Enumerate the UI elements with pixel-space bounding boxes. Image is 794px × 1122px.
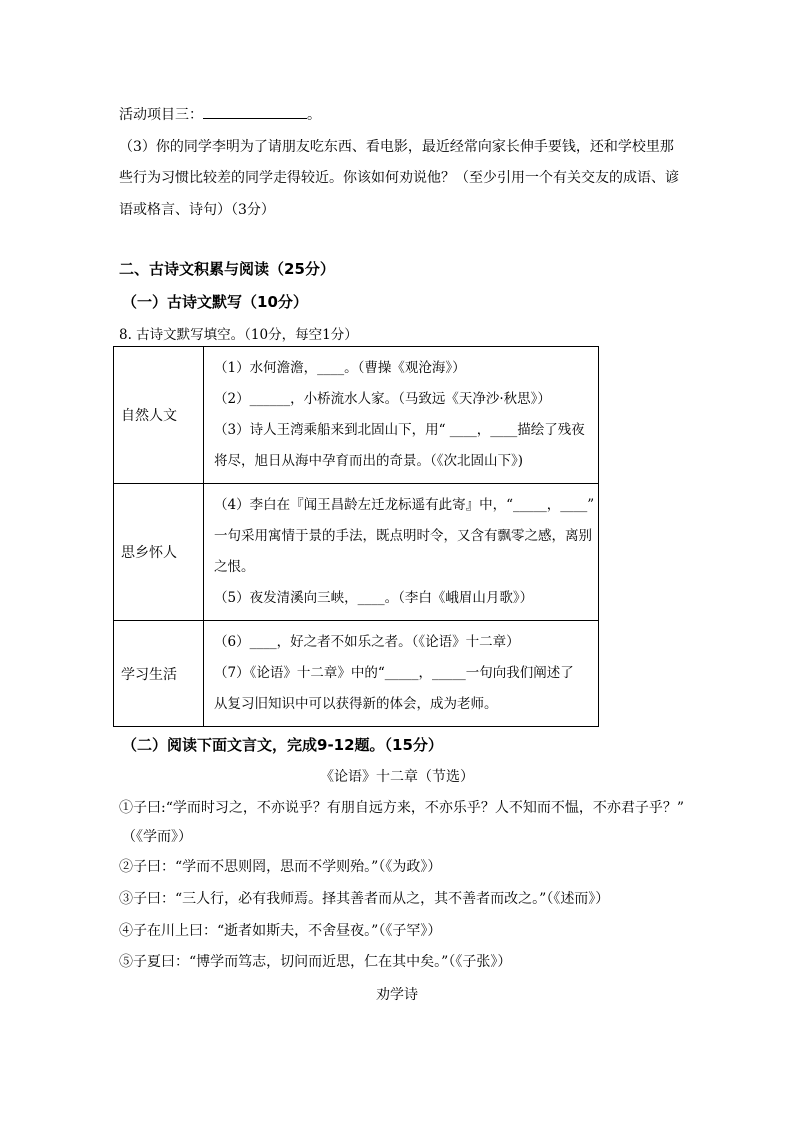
- table-row: [114, 484, 599, 621]
- activity-item-three: [119, 104, 321, 124]
- fill-line: 之恨。: [214, 559, 255, 575]
- recitation-table: [113, 346, 599, 727]
- category-cell: 自然人文: [114, 347, 204, 484]
- question-3-line-3: 语或格言、诗句）（3分）: [119, 202, 275, 218]
- passage-item: ④子在川上曰：“逝者如斯夫，不舍昼夜。”（《子罕》）: [119, 923, 442, 939]
- fill-line[interactable]: （4）李白在『闻王昌龄左迁龙标遥有此寄』中，“_____，____”: [214, 497, 595, 513]
- fill-line: 一句采用寓情于景的手法，既点明时令，又含有飘零之感，离别: [214, 528, 592, 544]
- fill-line[interactable]: （1）水何澹澹，____。（曹操《观沧海》）: [214, 360, 466, 376]
- passage-item: ③子曰：“三人行，必有我师焉。择其善者而从之，其不善者而改之。”（《述而》）: [119, 891, 610, 907]
- fill-line[interactable]: （2）______，小桥流水人家。（马致远《天净沙·秋思》）: [214, 391, 551, 407]
- passage-item: ②子曰：“学而不思则罔，思而不学则殆。”（《为政》）: [119, 859, 442, 875]
- activity-prefix: 活动项目三：: [119, 107, 203, 123]
- content-cell: [204, 621, 599, 727]
- table-row: [114, 621, 599, 727]
- fill-line[interactable]: （5）夜发清溪向三峡，____。（李白《峨眉山月歌》）: [214, 590, 534, 606]
- question-3-line-1: （3）你的同学李明为了请朋友吃东西、看电影，最近经常向家长伸手要钱，还和学校里那: [119, 139, 674, 155]
- fill-line[interactable]: （7）《论语》十二章》中的“_____，_____一句向我们阐述了: [214, 665, 574, 681]
- passage-item: ⑤子夏曰：“博学而笃志，切问而近思，仁在其中矣。”（《子张》）: [119, 954, 512, 970]
- fill-line[interactable]: （6）____，好之者不如乐之者。（《论语》十二章）: [214, 634, 520, 650]
- question-8: 8. 古诗文默写填空。（10分，每空1分）: [119, 327, 358, 343]
- subsection-2-title: （二）阅读下面文言文，完成9-12题。（15分）: [122, 736, 443, 754]
- poem-title: 劝学诗: [376, 987, 418, 1003]
- fill-line: 将尽，旭日从海中孕育而出的奇景。（《次北固山下》): [214, 453, 524, 469]
- category-cell: 学习生活: [114, 621, 204, 727]
- content-cell: [204, 484, 599, 621]
- subsection-1-title: （一）古诗文默写（10分）: [122, 293, 308, 311]
- passage-item: ①子曰:“学而时习之，不亦说乎？有朋自远方来，不亦乐乎？人不知而不愠，不亦君子乎？”: [119, 800, 685, 816]
- section-2-title: 二、古诗文积累与阅读（25分）: [119, 260, 335, 278]
- content-cell: [204, 347, 599, 484]
- answer-blank[interactable]: [203, 104, 307, 119]
- passage-item: （《学而》）: [122, 829, 192, 845]
- question-3-line-2: 些行为习惯比较差的同学走得较近。你该如何劝说他？（至少引用一个有关交友的成语、谚: [119, 170, 679, 186]
- table-row: [114, 347, 599, 484]
- passage-title: 《论语》十二章（节选）: [320, 769, 474, 785]
- fill-line[interactable]: （3）诗人王湾乘船来到北固山下，用“ ____，____描绘了残夜: [214, 422, 585, 438]
- category-cell: 思乡怀人: [114, 484, 204, 621]
- activity-suffix: 。: [307, 107, 321, 123]
- fill-line: 从复习旧知识中可以获得新的体会，成为老师。: [214, 696, 498, 712]
